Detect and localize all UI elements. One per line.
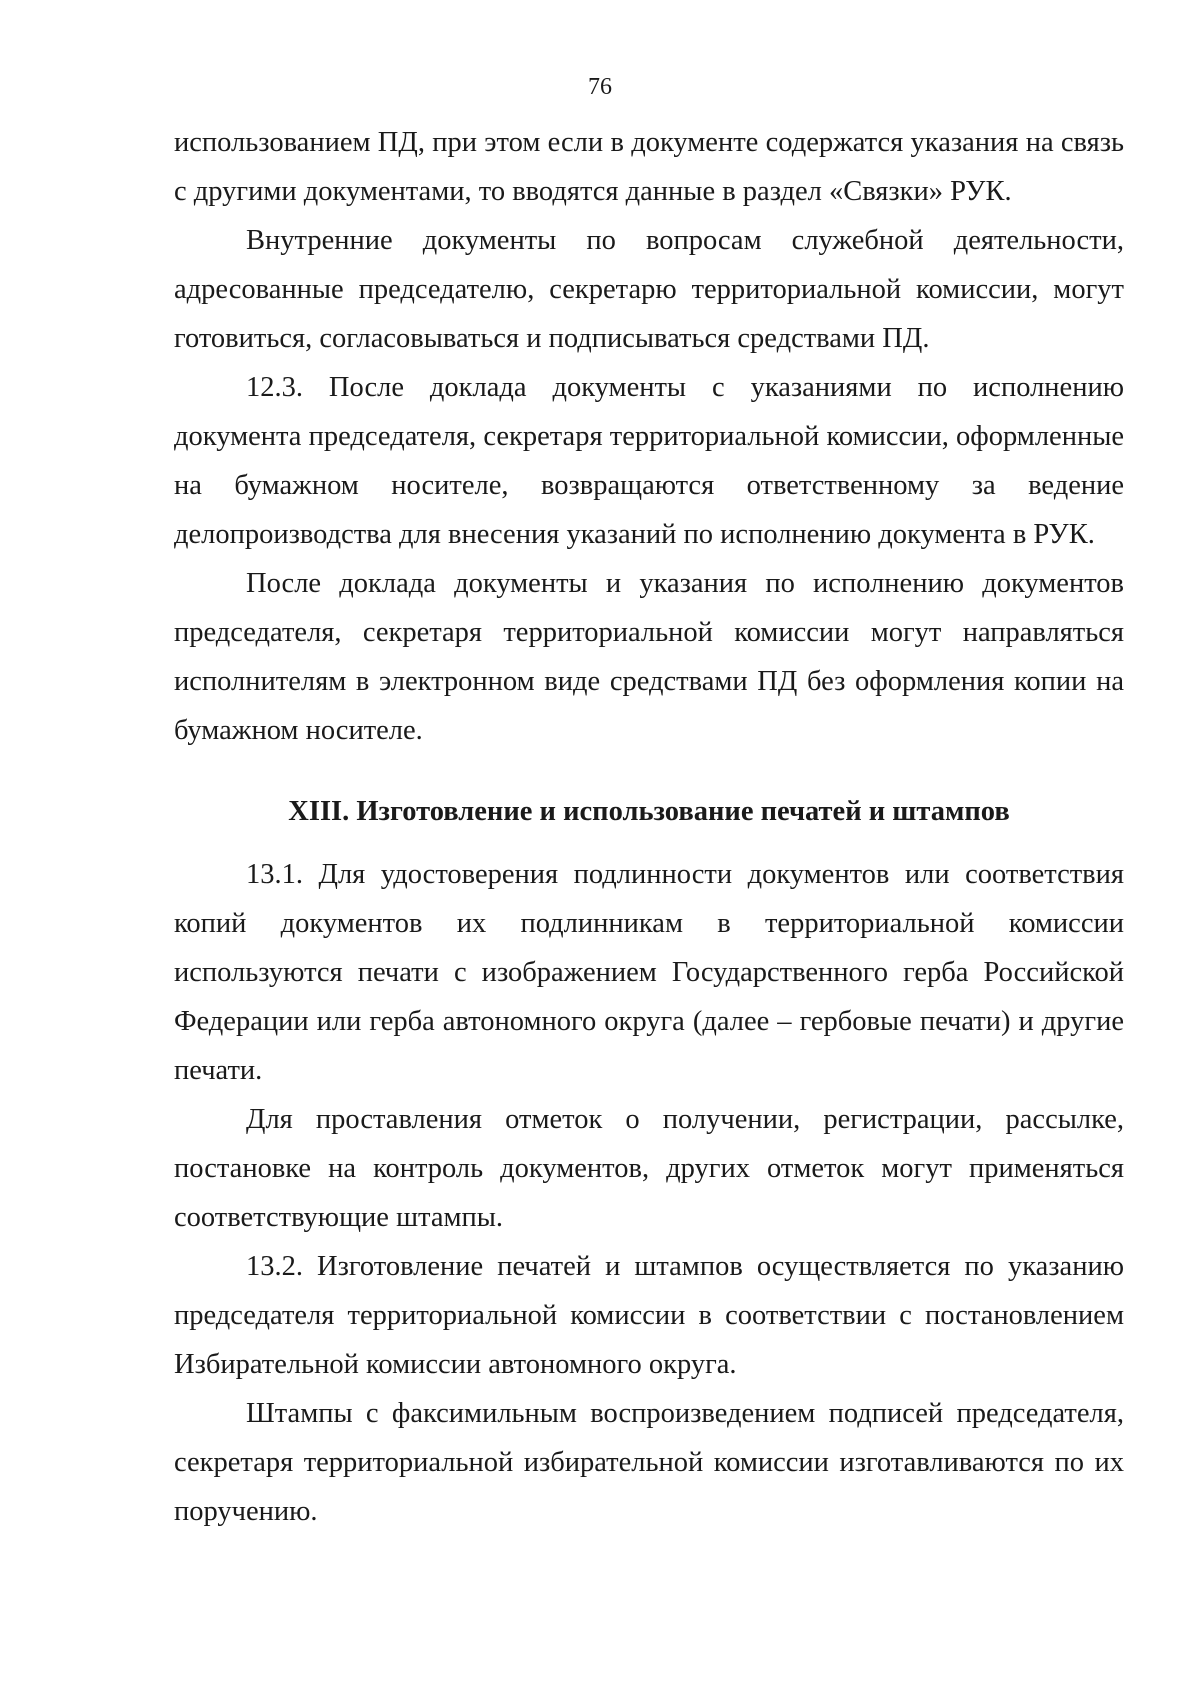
- paragraph-13-2: 13.2. Изготовление печатей и штампов осуществляется по указанию председателя территориальной комиссии в соответствии с постановлением Избирательной комиссии автономного округа.: [174, 1251, 1124, 1380]
- paragraph-after-report: После доклада документы и указания по исполнению документов председателя, секретаря территориальной комиссии могут направляться исполнителям в электронном виде средствами ПД без оформления копии на бумажном носителе.: [174, 568, 1124, 746]
- paragraph-stamps-marks: Для проставления отметок о получении, регистрации, рассылке, постановке на контроль документов, других отметок могут применяться соответствующие штампы.: [174, 1104, 1124, 1233]
- document-body: [174, 118, 1124, 1536]
- section-heading: XIII. Изготовление и использование печатей и штампов: [288, 796, 1010, 827]
- paragraph-internal-documents: Внутренние документы по вопросам служебной деятельности, адресованные председателю, секретарю территориальной комиссии, могут готовиться, согласовываться и подписываться средствами ПД.: [174, 225, 1124, 354]
- paragraph-facsimile-stamps: Штампы с факсимильным воспроизведением подписей председателя, секретаря территориальной избирательной комиссии изготавливаются по их поручению.: [174, 1398, 1124, 1527]
- page-number: 76: [588, 74, 612, 100]
- paragraph-continuation: использованием ПД, при этом если в документе содержатся указания на связь с другими документами, то вводятся данные в раздел «Связки» РУК.: [174, 127, 1124, 207]
- paragraph-12-3: 12.3. После доклада документы с указаниями по исполнению документа председателя, секретаря территориальной комиссии, оформленные на бумажном носителе, возвращаются ответственному за ведение делопроизводства для внесения указаний по исполнению документа в РУК.: [174, 372, 1124, 550]
- paragraph-13-1: 13.1. Для удостоверения подлинности документов или соответствия копий документов их подлинникам в территориальной комиссии используются печати с изображением Государственного герба Российской Федерации или герба автономного округа (далее – гербовые печати) и другие печати.: [174, 859, 1124, 1086]
